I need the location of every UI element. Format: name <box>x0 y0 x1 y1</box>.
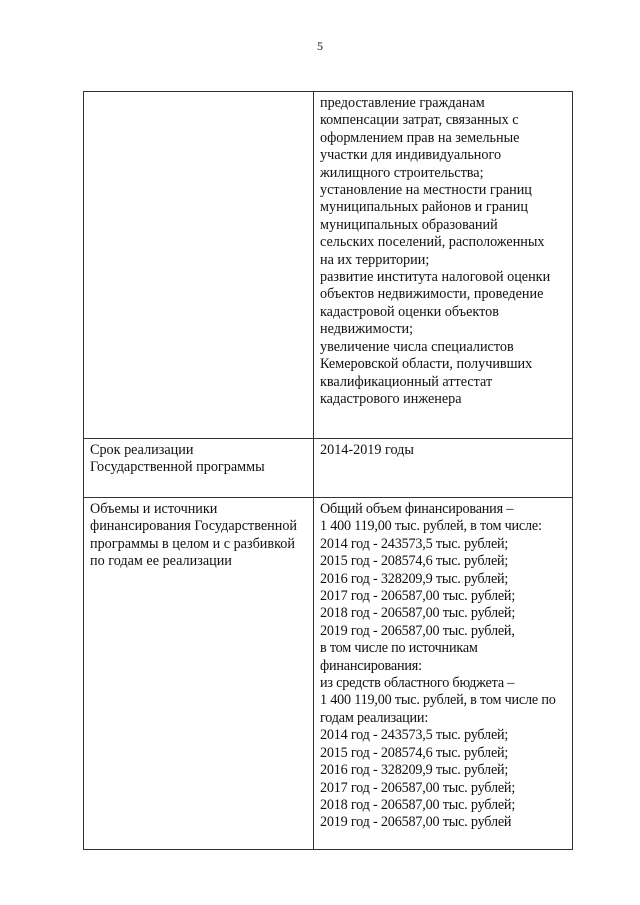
cell-text-line: Государственной программы <box>90 459 265 476</box>
cell-text-line: на их территории; <box>320 251 430 268</box>
cell-text-line: Кемеровской области, получивших <box>320 356 533 373</box>
cell-text-line: 1 400 119,00 тыс. рублей, в том числе по <box>320 692 556 709</box>
cell-text-line: 2016 год - 328209,9 тыс. рублей; <box>320 762 509 779</box>
cell-text-line: квалификационный аттестат <box>320 373 493 390</box>
cell-text-line: объектов недвижимости, проведение <box>320 286 544 303</box>
cell-text-line: годам реализации: <box>320 709 429 726</box>
cell-text-line: 2015 год - 208574,6 тыс. рублей; <box>320 744 509 761</box>
cell-text-line: 2014-2019 годы <box>320 442 414 458</box>
cell-text-line: 2015 год - 208574,6 тыс. рублей; <box>320 553 509 570</box>
cell-text-line: жилищного строительства; <box>320 164 484 181</box>
cell-text-line: недвижимости; <box>320 321 414 338</box>
program-passport-table <box>83 91 573 850</box>
cell-text-line: 2014 год - 243573,5 тыс. рублей; <box>320 535 509 552</box>
row-label-cell <box>84 92 314 439</box>
cell-text-line: по годам ее реализации <box>90 553 232 570</box>
page-number: 5 <box>317 39 323 53</box>
cell-text-line: 2017 год - 206587,00 тыс. рублей; <box>320 588 516 605</box>
cell-text-line: 2014 год - 243573,5 тыс. рублей; <box>320 727 509 744</box>
cell-text-line: программы в целом и с разбивкой <box>90 535 295 552</box>
cell-text-line: Срок реализации <box>90 442 194 458</box>
cell-text-line: Объемы и источники <box>90 501 218 517</box>
cell-text-line: установление на местности границ <box>320 182 532 199</box>
cell-text-line: предоставление гражданам <box>320 95 485 111</box>
row-label-cell <box>84 439 314 498</box>
cell-text-line: финансирования Государственной <box>90 518 298 535</box>
cell-text-line: кадастрового инженера <box>320 390 462 407</box>
cell-text-line: компенсации затрат, связанных с <box>320 112 519 129</box>
cell-text-line: 2019 год - 206587,00 тыс. рублей <box>320 814 512 831</box>
cell-text-line: 1 400 119,00 тыс. рублей, в том числе: <box>320 518 542 535</box>
cell-text-line: муниципальных районов и границ <box>320 199 528 216</box>
cell-text-line: оформлением прав на земельные <box>320 129 520 146</box>
cell-text-line: увеличение числа специалистов <box>320 338 514 355</box>
cell-text-line: 2017 год - 206587,00 тыс. рублей; <box>320 779 516 796</box>
table-row <box>84 439 573 498</box>
row-value-cell <box>314 498 573 850</box>
cell-text-line: 2018 год - 206587,00 тыс. рублей; <box>320 605 516 622</box>
table-row <box>84 498 573 850</box>
cell-text-line: кадастровой оценки объектов <box>320 303 499 320</box>
cell-text-line: муниципальных образований <box>320 216 498 233</box>
cell-text-line: из средств областного бюджета – <box>320 675 515 692</box>
cell-text-line: 2018 год - 206587,00 тыс. рублей; <box>320 796 516 813</box>
cell-text-line: Общий объем финансирования – <box>320 501 514 517</box>
cell-text-line: 2016 год - 328209,9 тыс. рублей; <box>320 570 509 587</box>
cell-text-line: развитие института налоговой оценки <box>320 269 551 286</box>
row-value-cell <box>314 92 573 439</box>
cell-text-line: 2019 год - 206587,00 тыс. рублей, <box>320 622 515 639</box>
row-value-cell <box>314 439 573 498</box>
row-label-cell <box>84 498 314 850</box>
cell-text-line: сельских поселений, расположенных <box>320 234 545 251</box>
table-row <box>84 92 573 439</box>
cell-text-line: в том числе по источникам <box>320 640 478 657</box>
cell-text-line: финансирования: <box>320 657 422 674</box>
cell-text-line: участки для индивидуального <box>320 147 502 164</box>
